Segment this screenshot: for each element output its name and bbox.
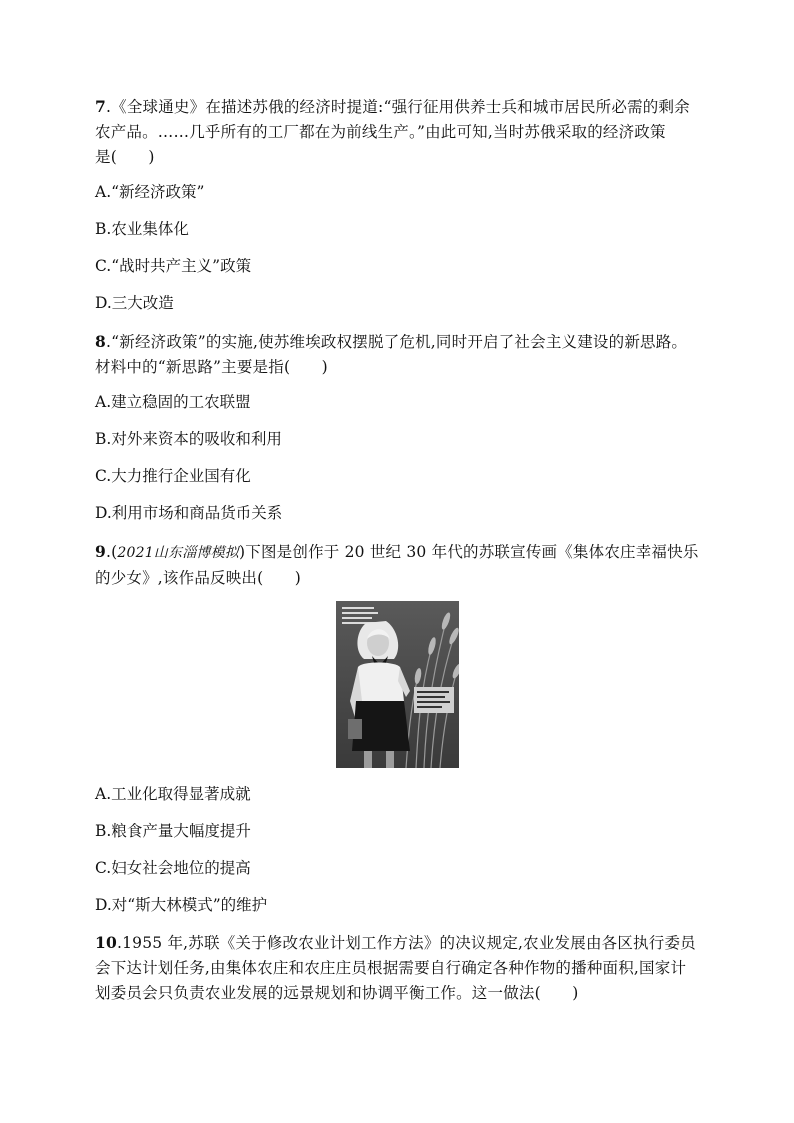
poster-illustration — [336, 601, 459, 768]
question-number: 9 — [95, 542, 106, 561]
question-number: 8 — [95, 332, 106, 351]
question-number: 10 — [95, 933, 117, 952]
question-8-option-d[interactable]: D.利用市场和商品货币关系 — [95, 504, 283, 522]
question-8-option-b[interactable]: B.对外来资本的吸收和利用 — [95, 430, 282, 448]
stem-line: .1955 年,苏联《关于修改农业计划工作方法》的决议规定,农业发展由各区执行委员 — [116, 934, 696, 952]
question-9-option-a[interactable]: A.工业化取得显著成就 — [95, 785, 251, 803]
stem-line: 材料中的“新思路”主要是指( ) — [95, 358, 328, 376]
question-7-option-b[interactable]: B.农业集体化 — [95, 220, 189, 238]
question-9-option-d[interactable]: D.对“斯大林模式”的维护 — [95, 896, 268, 914]
stem-line: 是( ) — [95, 148, 155, 166]
stem-line: 划委员会只负责农业发展的远景规划和协调平衡工作。这一做法( ) — [95, 984, 579, 1002]
question-9-stem: 9.(2021山东淄博模拟)下图是创作于 20 世纪 30 年代的苏联宣传画《集体农庄幸福快乐 的少女》,该作品反映出( ) — [95, 542, 699, 587]
question-number: 7 — [95, 97, 106, 116]
question-10-stem — [95, 930, 705, 1006]
question-8-option-a[interactable]: A.建立稳固的工农联盟 — [95, 393, 251, 411]
question-8-stem — [95, 329, 705, 380]
question-8-option-c[interactable]: C.大力推行企业国有化 — [95, 467, 251, 485]
question-7-option-d[interactable]: D.三大改造 — [95, 294, 174, 312]
question-7-option-a[interactable]: A.“新经济政策” — [95, 183, 205, 201]
question-7-option-c[interactable]: C.“战时共产主义”政策 — [95, 257, 252, 275]
stem-line: 农产品。……几乎所有的工厂都在为前线生产。”由此可知,当时苏俄采取的经济政策 — [95, 123, 666, 141]
stem-line: 下图是创作于 20 世纪 30 年代的苏联宣传画《集体农庄幸福快乐 — [245, 543, 699, 561]
stem-line: .《全球通史》在描述苏俄的经济时提道:“强行征用供养士兵和城市居民所必需的剩余 — [106, 98, 690, 116]
question-9-option-b[interactable]: B.粮食产量大幅度提升 — [95, 822, 251, 840]
question-9-option-c[interactable]: C.妇女社会地位的提高 — [95, 859, 251, 877]
stem-line: .“新经济政策”的实施,使苏维埃政权摆脱了危机,同时开启了社会主义建设的新思路。 — [106, 333, 688, 351]
stem-line: 会下达计划任务,由集体农庄和农庄庄员根据需要自行确定各种作物的播种面积,国家计 — [95, 959, 687, 977]
question-7-stem — [95, 94, 705, 170]
propaganda-poster-image — [336, 601, 459, 768]
stem-line: 的少女》,该作品反映出( ) — [95, 569, 302, 587]
question-source: 2021山东淄博模拟 — [117, 545, 240, 561]
